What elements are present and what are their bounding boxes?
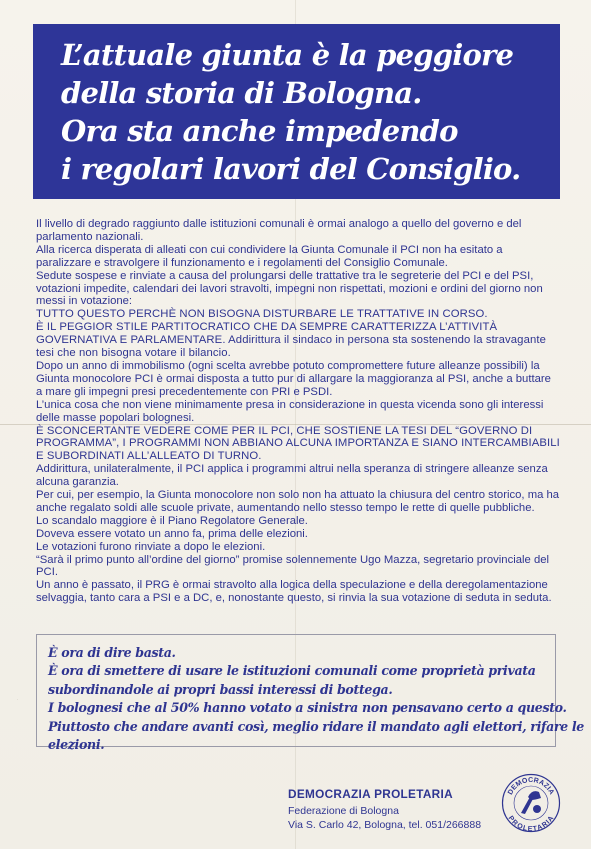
body-paragraph: Un anno è passato, il PRG è ormai stravolto alla logica della speculazione e della deregolamentazione selvaggia, tanto cara a PSI e a DC, e, nonostante questo, si rinvia la sua votazione di seduta in seduta.: [36, 579, 552, 605]
body-paragraph-caps: TUTTO QUESTO PERCHÈ NON BISOGNA DISTURBARE LE TRATTATIVE IN CORSO.: [36, 308, 488, 321]
body-paragraph-caps: È IL PEGGIOR STILE PARTITOCRATICO CHE DA SEMPRE CARATTERIZZA L’ATTIVITÀ GOVERNATIVA E PARLAMENTARE. Addirittura il sindaco in persona sta sostenendo la stravagante tesi che non bisogna votare il bilancio.: [36, 321, 546, 360]
logo-bottom-text: PROLETARIA: [506, 814, 556, 833]
body-text: [36, 218, 560, 605]
printer-mark: ·: [15, 698, 20, 700]
callout-line: elezioni.: [48, 737, 105, 753]
callout-line: È ora di dire basta.: [48, 645, 176, 660]
body-paragraph: Doveva essere votato un anno fa, prima delle elezioni.: [36, 527, 308, 540]
body-paragraph: Per cui, per esempio, la Giunta monocolore non solo non ha attuato la chiusura del centro storico, ma ha anche regalato soldi alle scuole private, aumentando nello stesso tempo le rette di quelle pubbliche.: [36, 489, 560, 514]
organization-name: DEMOCRAZIA PROLETARIA: [288, 787, 453, 801]
svg-text:PROLETARIA: [507, 815, 556, 833]
callout-box: [36, 634, 584, 753]
body-paragraph: Dopo un anno di immobilismo (ogni scelta avrebbe potuto compromettere future alleanze possibili) la Giunta monocolore PCI è ormai disposta a tutto pur di allargare la maggioranza al PSI, anche a buttare a mare gli impegni presi precedentemente con PRI e PSDI.: [36, 359, 551, 398]
logo-top-text: DEMOCRAZIA: [507, 776, 555, 797]
headline-banner: [33, 24, 560, 199]
callout-line: Piuttosto che andare avanti così, meglio ridare il mandato agli elettori, rifare le: [48, 718, 584, 734]
headline-line: i regolari lavori del Consiglio.: [61, 152, 521, 186]
body-paragraph: “Sarà il primo punto all’ordine del giorno” promise solennemente Ugo Mazza, segretario provinciale del PCI.: [36, 553, 550, 579]
body-paragraph: Sedute sospese e rinviate a causa del prolungarsi delle trattative tra le segreterie del PCI e del PSI, votazioni impedite, calendari dei lavori stravolti, impegni non rispettati, mozioni e ordini del giorno non messi in votazione:: [36, 269, 543, 308]
headline-line: L’attuale giunta è la peggiore: [61, 38, 514, 72]
address: Via S. Carlo 42, Bologna, tel. 051/266888: [288, 819, 482, 831]
footer: [288, 787, 481, 832]
body-paragraph: Il livello di degrado raggiunto dalle istituzioni comunali è ormai analogo a quello del governo e del parlamento nazionali.: [36, 218, 522, 243]
body-paragraph: Le votazioni furono rinviate a dopo le elezioni.: [36, 540, 266, 553]
callout-line: È ora di smettere di usare le istituzioni comunali come proprietà privata: [48, 663, 536, 679]
headline-line: Ora sta anche impedendo: [61, 114, 458, 148]
body-paragraph: L’unica cosa che non viene minimamente presa in considerazione in questa vicenda sono gli interessi delle masse popolari bolognesi.: [36, 398, 544, 424]
fist-icon: [521, 791, 541, 814]
headline: [61, 36, 546, 188]
headline-line: della storia di Bologna.: [61, 76, 422, 110]
callout-line: subordinandole ai propri bassi interessi di bottega.: [48, 681, 393, 697]
body-paragraph: Addirittura, unilateralmente, il PCI applica i programmi altrui nella speranza di stringere alleanze senza alcuna garanzia.: [36, 463, 548, 489]
body-paragraph: Lo scandalo maggiore è il Piano Regolatore Generale.: [36, 514, 308, 527]
callout-line: I bolognesi che al 50% hanno votato a sinistra non pensavano certo a questo.: [48, 700, 567, 716]
body-paragraph-caps: È SCONCERTANTE VEDERE COME PER IL PCI, CHE SOSTIENE LA TESI DEL “GOVERNO DI PROGRAMMA”, I PROGRAMMI NON ABBIANO ALCUNA IMPORTANZA E SIANO INTERCAMBIABILI E SUBORDINATI ALL’ALLEATO DI TURNO.: [36, 424, 560, 463]
democrazia-proletaria-logo: [501, 773, 561, 833]
body-paragraph: Alla ricerca disperata di alleati con cui condividere la Giunta Comunale il PCI non ha esitato a paralizzare e stravolgere il funzionamento e i regolamenti del Consiglio Comunale.: [36, 243, 503, 269]
federation-name: Federazione di Bologna: [288, 805, 399, 817]
